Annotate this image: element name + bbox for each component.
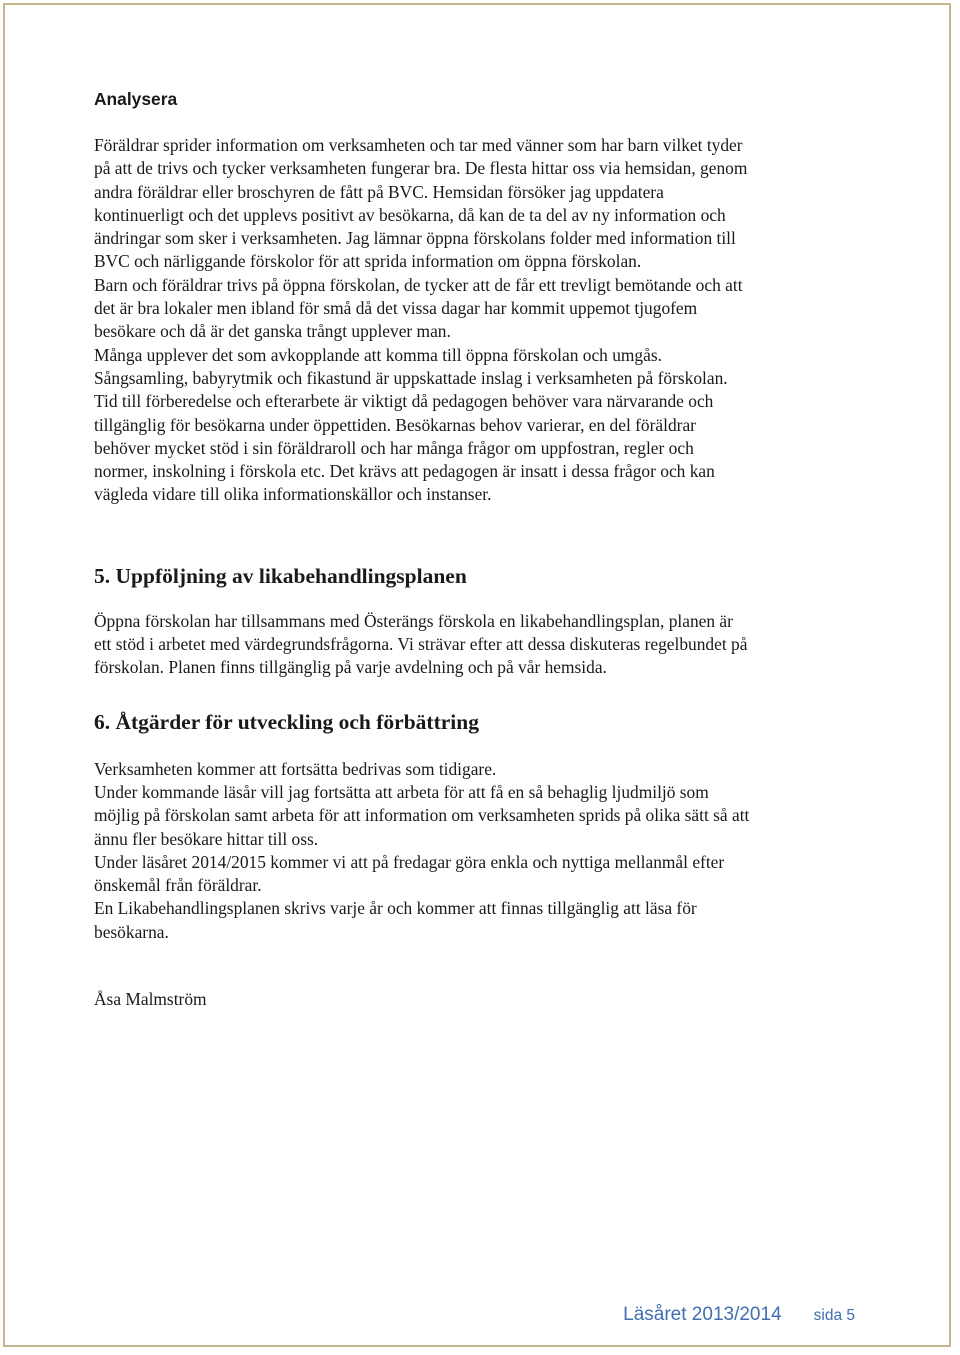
text-line: vägleda vidare till olika informationskällor och instanser. (94, 484, 492, 505)
text-line: kontinuerligt och det upplevs positivt av besökarna, då kan de ta del av ny information och (94, 204, 726, 225)
text-line: normer, inskolning i förskola etc. Det krävs att pedagogen är insatt i dessa frågor och kan (94, 461, 715, 482)
text-line: förskolan. Planen finns tillgänglig på varje avdelning och på vår hemsida. (94, 657, 607, 678)
text-line: En Likabehandlingsplanen skrivs varje år och kommer att finnas tillgänglig att läsa för (94, 898, 697, 919)
footer-page-number: sida 5 (813, 1307, 855, 1324)
section-6-text (94, 758, 862, 944)
text-line: Tid till förberedelse och efterarbete är viktigt då pedagogen behöver vara närvarande och (94, 391, 714, 412)
text-line: Öppna förskolan har tillsammans med Österängs förskola en likabehandlingsplan, planen är (94, 610, 733, 631)
analysera-heading: Analysera (94, 89, 178, 109)
text-line: behöver mycket stöd i sin föräldraroll och har många frågor om uppfostran, regler och (94, 437, 694, 458)
text-line: ändringar som sker i verksamheten. Jag lämnar öppna förskolans folder med information till (94, 228, 736, 249)
text-line: besökarna. (94, 921, 169, 942)
text-line: det är bra lokaler men ibland för små då det vissa dagar har kommit uppemot tjugofem (94, 298, 698, 319)
text-line: BVC och närliggande förskolor för att sprida information om öppna förskolan. (94, 251, 642, 272)
text-line: Sångsamling, babyrytmik och fikastund är uppskattade inslag i verksamheten på förskolan. (94, 367, 728, 388)
text-line: Verksamheten kommer att fortsätta bedrivas som tidigare. (94, 758, 497, 779)
signature: Åsa Malmström (94, 989, 207, 1010)
analysera-text (94, 134, 862, 507)
text-line: Barn och föräldrar trivs på öppna förskolan, de tycker att de får ett trevligt bemötande och att (94, 274, 743, 295)
text-line: Under kommande läsår vill jag fortsätta att arbeta för att få en så behaglig ljudmiljö som (94, 781, 709, 802)
text-line: Många upplever det som avkopplande att komma till öppna förskolan och umgås. (94, 344, 662, 365)
footer-school-year: Läsåret 2013/2014 (623, 1304, 782, 1325)
text-line: besökare och då är det ganska trångt upplever man. (94, 321, 451, 342)
page-footer (0, 1304, 855, 1326)
section-5-text (94, 610, 862, 680)
text-line: önskemål från föräldrar. (94, 875, 262, 896)
text-line: möjlig på förskolan samt arbeta för att information om verksamheten sprids på olika sätt så att (94, 805, 750, 826)
document-body (94, 86, 862, 1011)
text-line: på att de trivs och tycker verksamheten fungerar bra. De flesta hittar oss via hemsidan, genom (94, 158, 748, 179)
text-line: Under läsåret 2014/2015 kommer vi att på fredagar göra enkla och nyttiga mellanmål efter (94, 851, 725, 872)
text-line: tillgänglig för besökarna under öppettiden. Besökarnas behov varierar, en del föräldrar (94, 414, 696, 435)
text-line: ännu fler besökare hittar till oss. (94, 828, 319, 849)
text-line: ett stöd i arbetet med värdegrundsfrågorna. Vi strävar efter att dessa diskuteras regelbundet på (94, 634, 748, 655)
text-line: Föräldrar sprider information om verksamheten och tar med vänner som har barn vilket tyder (94, 135, 743, 155)
section-5-heading: 5. Uppföljning av likabehandlingsplanen (94, 563, 467, 588)
section-6-heading: 6. Åtgärder för utveckling och förbättring (94, 709, 479, 734)
text-line: andra föräldrar eller broschyren de fått på BVC. Hemsidan försöker jag uppdatera (94, 181, 664, 202)
